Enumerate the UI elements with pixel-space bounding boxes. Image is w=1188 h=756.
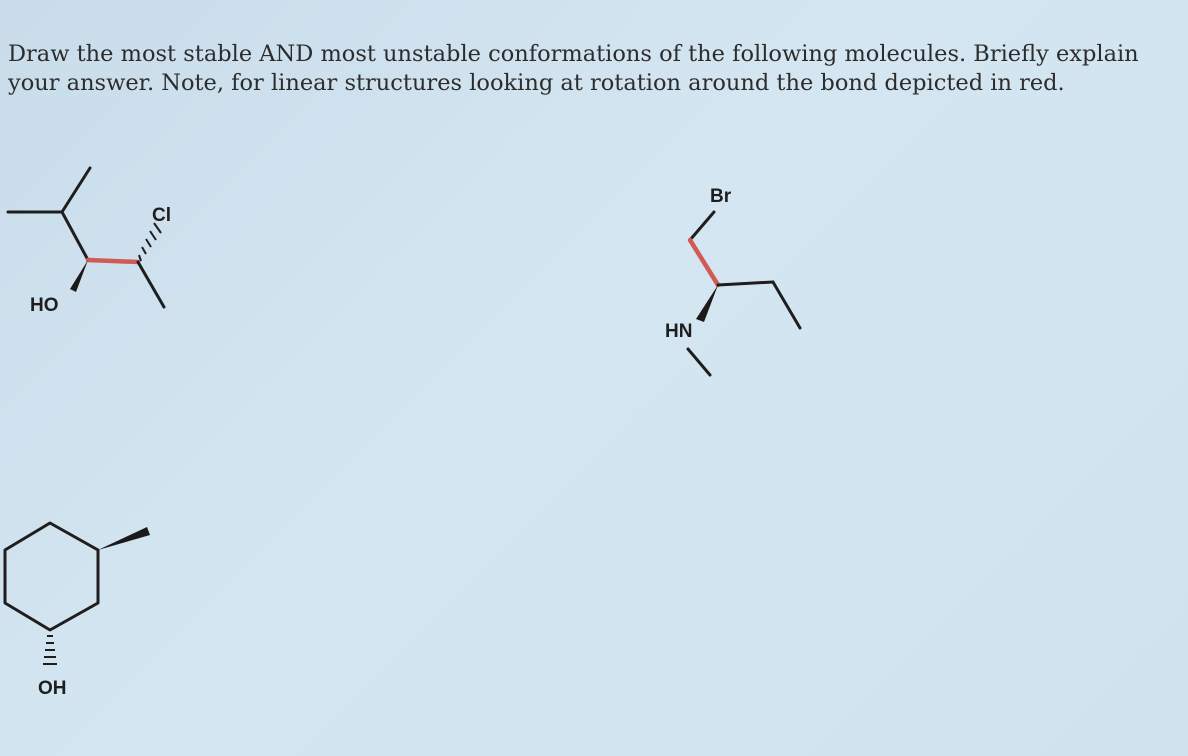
red-bond [690, 240, 718, 285]
bond-methyl-right [138, 262, 164, 307]
bond-c1-c2 [62, 212, 88, 260]
cyclohexane-ring [5, 523, 98, 630]
wedge-bond-ho [70, 260, 88, 292]
label-ho: HO [30, 295, 59, 316]
label-br: Br [710, 186, 732, 207]
bond-n-methyl [688, 349, 710, 375]
bond-br [690, 212, 714, 240]
hash-bond-cl [139, 223, 161, 261]
wedge-bond-nh [696, 285, 718, 322]
molecule-2 [665, 186, 800, 375]
label-oh: OH [38, 678, 67, 699]
wedge-bond-methyl [98, 527, 150, 550]
bond-methyl-top [62, 168, 90, 212]
label-hn: HN [665, 321, 693, 342]
bond-c2-c3 [718, 282, 773, 285]
hash-bond-oh [43, 636, 57, 664]
molecule-1 [8, 168, 171, 316]
question-text: Draw the most stable AND most unstable conformations of the following molecules. Briefly explain your answer. Note, for linear structures looking at rotation around the bond depicted in red. [8, 41, 1139, 96]
red-bond [88, 260, 138, 262]
label-cl: Cl [152, 205, 171, 226]
molecule-3 [5, 523, 150, 699]
bond-c3-c4 [773, 282, 800, 328]
